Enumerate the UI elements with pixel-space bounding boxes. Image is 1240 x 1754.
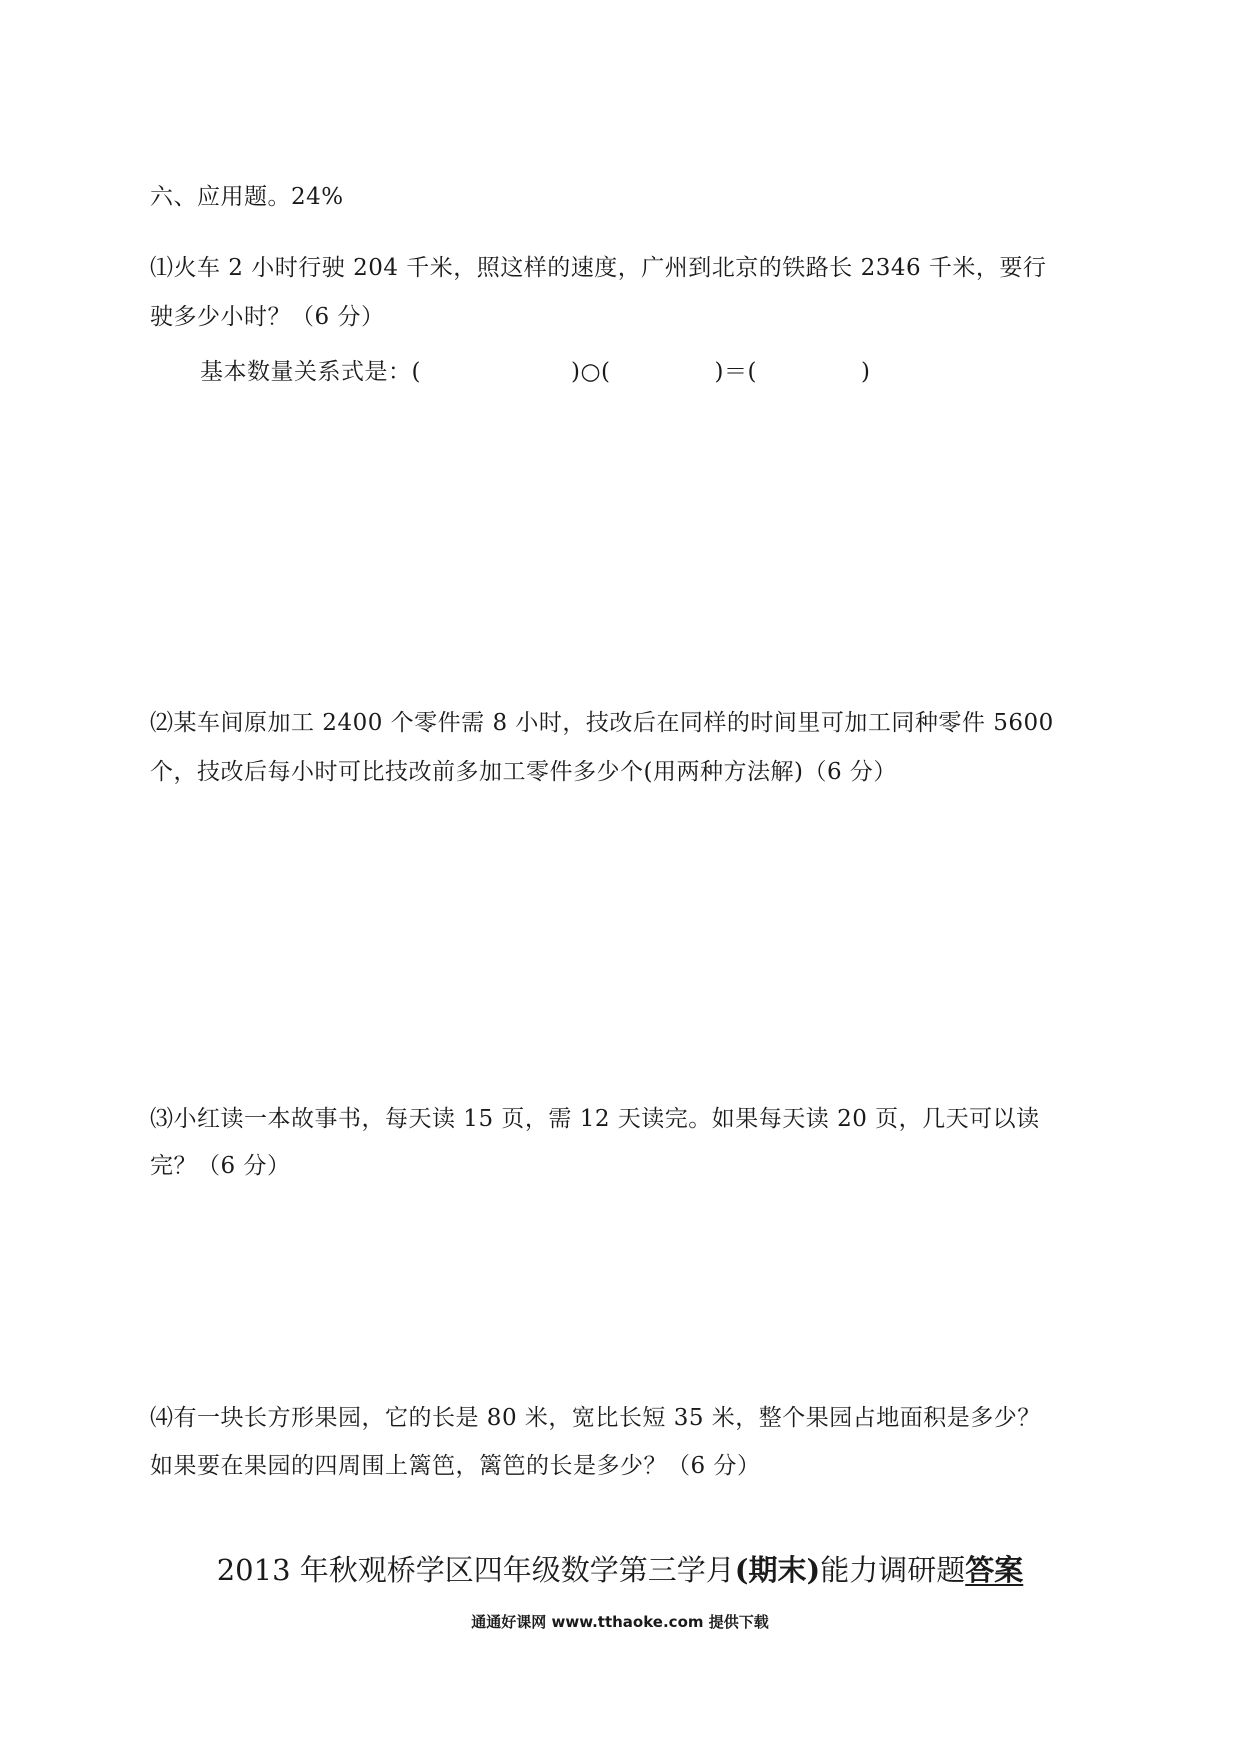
answer-title-underlined: 答案 xyxy=(965,1553,1024,1587)
relation-label: 基本数量关系式是：( xyxy=(200,359,421,385)
relation-end: ) xyxy=(860,359,871,385)
answer-title xyxy=(0,1552,1240,1588)
relation-operator: )○( xyxy=(570,359,611,385)
question-2-line-1: ⑵某车间原加工 2400 个零件需 8 小时，技改后在同样的时间里可加工同种零件 5600 xyxy=(150,710,1054,736)
question-3-line-2: 完？（6 分） xyxy=(150,1153,291,1179)
question-2-line-2: 个，技改后每小时可比技改前多加工零件多少个(用两种方法解)（6 分） xyxy=(150,759,897,785)
question-1-line-2: 驶多少小时？（6 分） xyxy=(150,304,385,330)
question-4-line-2: 如果要在果园的四周围上篱笆，篱笆的长是多少？（6 分） xyxy=(150,1453,761,1479)
question-1-relation xyxy=(200,357,870,387)
answer-title-bold: (期末) xyxy=(734,1553,821,1587)
footer-text: 通通好课网 www.tthaoke.com 提供下载 xyxy=(471,1613,769,1631)
question-3-line-1: ⑶小红读一本故事书，每天读 15 页，需 12 天读完。如果每天读 20 页，几天可以读 xyxy=(150,1106,1040,1132)
section-heading: 六、应用题。24% xyxy=(150,184,344,210)
relation-equals: )＝( xyxy=(714,359,757,385)
question-4-line-1: ⑷有一块长方形果园，它的长是 80 米，宽比长短 35 米，整个果园占地面积是多少？ xyxy=(150,1405,1041,1431)
answer-title-prefix: 2013 年秋观桥学区四年级数学第三学月 xyxy=(216,1553,735,1587)
question-1-line-1: ⑴火车 2 小时行驶 204 千米，照这样的速度，广州到北京的铁路长 2346 千米，要行 xyxy=(150,255,1047,281)
answer-title-middle: 能力调研题 xyxy=(820,1553,966,1587)
